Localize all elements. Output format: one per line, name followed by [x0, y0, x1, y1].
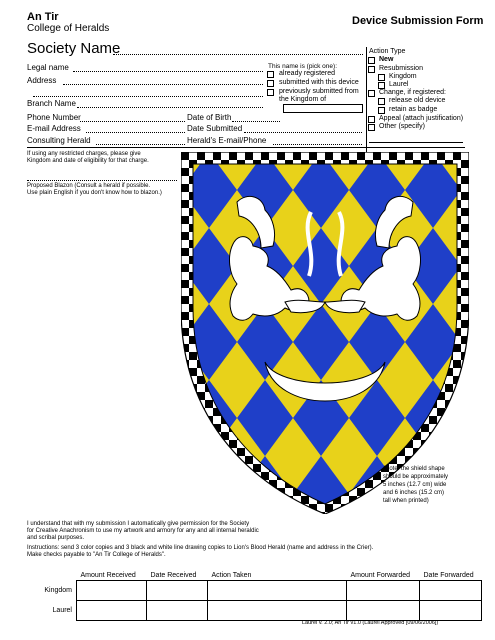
- table-corner: [40, 571, 77, 581]
- consulting-herald-label: Consulting Herald: [27, 136, 91, 145]
- col-action-taken: Action Taken: [211, 572, 252, 579]
- action-retain-checkbox[interactable]: [378, 107, 385, 114]
- society-name-line[interactable]: [113, 54, 363, 55]
- action-other-checkbox[interactable]: [368, 124, 375, 131]
- shield-note-5: tall when printed): [383, 498, 429, 504]
- shield-note-1: (Note: the shield shape: [383, 466, 445, 472]
- action-retain-label: retain as badge: [389, 106, 438, 113]
- action-other-label: Other (specify): [379, 123, 425, 130]
- name-submitted-label: submitted with this device: [279, 79, 359, 86]
- action-laurel-label: Laurel: [389, 81, 409, 88]
- shield-note-3: 5 inches (12.7 cm) wide: [383, 482, 447, 488]
- action-change-label: Change, if registered:: [379, 89, 446, 96]
- email-label: E-mail Address: [27, 124, 81, 133]
- table-row-kingdom: [40, 581, 482, 601]
- cell-input[interactable]: [347, 601, 420, 621]
- action-laurel-checkbox[interactable]: [378, 82, 385, 89]
- society-name-label: Society Name: [27, 40, 121, 57]
- address-line-2[interactable]: [33, 96, 263, 97]
- name-submitted-checkbox[interactable]: [267, 80, 274, 87]
- branch-name-line[interactable]: [77, 107, 263, 108]
- legal-name-label: Legal name: [27, 63, 69, 72]
- dob-line[interactable]: [232, 121, 280, 122]
- address-line-1[interactable]: [63, 84, 263, 85]
- name-status-heading: This name is (pick one):: [268, 63, 337, 70]
- org-title: An Tir: [27, 11, 59, 23]
- action-kingdom-checkbox[interactable]: [378, 74, 385, 81]
- cell-input[interactable]: [77, 581, 147, 601]
- cell-input[interactable]: [77, 601, 147, 621]
- cell-input[interactable]: [147, 581, 208, 601]
- college-name: College of Heralds: [27, 23, 110, 34]
- restricted-line[interactable]: [27, 180, 177, 181]
- instructions-1: Instructions: send 3 color copies and 3 black and white line drawing copies to Lion's Blood Herald (name and address in the Crier).: [27, 545, 374, 551]
- section-divider: [27, 147, 465, 148]
- email-line[interactable]: [86, 132, 185, 133]
- restricted-note-2: Kingdom and date of eligibility for that charge.: [27, 158, 149, 164]
- date-submitted-label: Date Submitted: [187, 124, 243, 133]
- shield-note-2: should be approximately: [383, 474, 449, 480]
- action-change-checkbox[interactable]: [368, 90, 375, 97]
- action-release-checkbox[interactable]: [378, 98, 385, 105]
- name-previous-label: previously submitted from: [279, 88, 359, 95]
- name-kingdom-label: the Kingdom of: [279, 96, 327, 103]
- dob-label: Date of Birth: [187, 113, 232, 122]
- herald-email-label: Herald's E-mail/Phone: [187, 136, 267, 145]
- name-registered-checkbox[interactable]: [267, 71, 274, 78]
- cell-input[interactable]: [208, 601, 347, 621]
- phone-label: Phone Number: [27, 113, 81, 122]
- cell-input[interactable]: [208, 581, 347, 601]
- legal-name-line[interactable]: [73, 71, 263, 72]
- instructions-2: Make checks payable to "An Tir College of Heralds".: [27, 552, 166, 558]
- lozengy-field: [181, 152, 469, 514]
- row-label-kingdom: Kingdom: [44, 587, 72, 594]
- table-row-laurel: [40, 601, 482, 621]
- permission-2: for Creative Anachronism to use my artwork and armory for any and all internal heraldic: [27, 528, 259, 534]
- col-date-received: Date Received: [150, 572, 197, 579]
- form-title: Device Submission Form: [352, 15, 484, 27]
- action-release-label: release old device: [389, 97, 446, 104]
- action-resubmission-checkbox[interactable]: [368, 66, 375, 73]
- herald-email-line[interactable]: [273, 144, 362, 145]
- action-appeal-checkbox[interactable]: [368, 116, 375, 123]
- permission-1: I understand that with my submission I automatically give permission for the Society: [27, 521, 250, 527]
- action-new-label: New: [379, 56, 394, 63]
- consulting-herald-line[interactable]: [96, 144, 185, 145]
- action-new-checkbox[interactable]: [368, 57, 375, 64]
- kingdom-of-input[interactable]: [283, 104, 363, 113]
- name-previous-checkbox[interactable]: [267, 89, 274, 96]
- action-resubmission-label: Resubmission: [379, 65, 423, 72]
- col-amount-forwarded: Amount Forwarded: [350, 572, 411, 579]
- cell-input[interactable]: [347, 581, 420, 601]
- cell-input[interactable]: [420, 601, 482, 621]
- date-submitted-line[interactable]: [244, 132, 362, 133]
- action-divider: [366, 47, 367, 157]
- action-other-line[interactable]: [369, 142, 463, 143]
- shield-note-4: and 6 inches (15.2 cm): [383, 490, 445, 496]
- address-label: Address: [27, 76, 57, 85]
- action-type-heading: Action Type: [369, 48, 406, 55]
- branch-name-label: Branch Name: [27, 99, 76, 108]
- blazon-note-2: Use plain English if you don't know how to blazon.): [27, 190, 162, 196]
- col-amount-received: Amount Received: [80, 572, 136, 579]
- footer-version: Laurel v. 2.0; An Tir v1.0 (Laurel Approved [09/06/2006]): [302, 620, 439, 626]
- cell-input[interactable]: [147, 601, 208, 621]
- receipt-table: [40, 571, 482, 621]
- phone-line[interactable]: [80, 121, 185, 122]
- action-kingdom-label: Kingdom: [389, 73, 417, 80]
- restricted-note-1: If using any restricted charges, please give: [27, 151, 141, 157]
- permission-3: and scribal purposes.: [27, 535, 85, 541]
- col-date-forwarded: Date Forwarded: [423, 572, 474, 579]
- device-shield: [181, 152, 469, 514]
- blazon-note-1: Proposed Blazon (Consult a herald if possible.: [27, 183, 151, 189]
- name-registered-label: already registered: [279, 70, 336, 77]
- row-label-laurel: Laurel: [52, 607, 72, 614]
- cell-input[interactable]: [420, 581, 482, 601]
- action-appeal-label: Appeal (attach justification): [379, 115, 464, 122]
